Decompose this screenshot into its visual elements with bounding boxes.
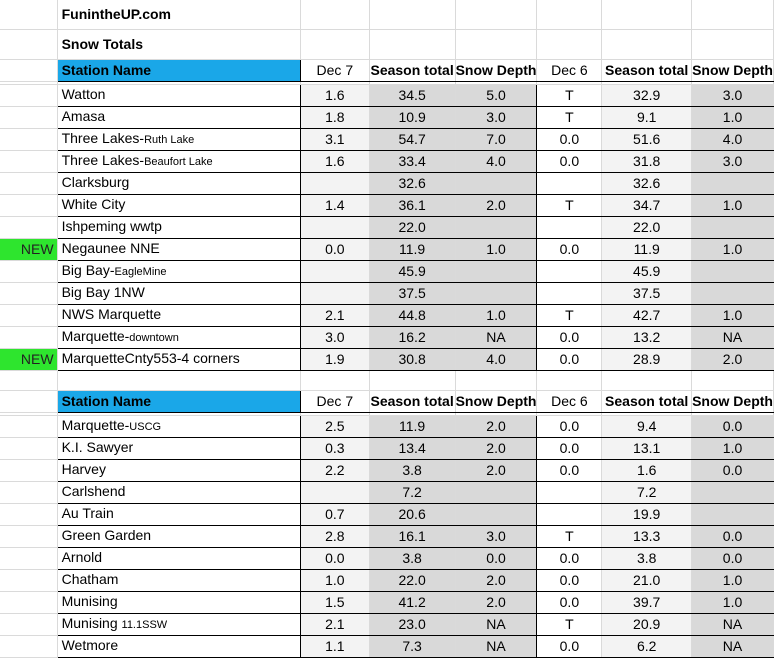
season-total-2-value[interactable]: 11.9 (602, 239, 692, 261)
snow-depth-value[interactable]: NA (455, 327, 537, 349)
snow-depth-2-value[interactable]: 1.0 (692, 195, 774, 217)
dec7-value[interactable]: 2.8 (301, 526, 370, 548)
col-header-snow-depth-2[interactable]: Snow Depth (692, 60, 774, 82)
snow-depth-value[interactable]: NA (455, 614, 537, 636)
station-name-main: Wetmore (61, 637, 119, 653)
table-row (0, 482, 774, 504)
dec6-value[interactable] (537, 482, 602, 504)
station-name[interactable] (57, 504, 300, 526)
new-flag[interactable] (0, 217, 57, 239)
dec7-value[interactable] (301, 261, 370, 283)
snow-depth-2-value[interactable]: 1.0 (692, 239, 774, 261)
station-name[interactable] (57, 526, 300, 548)
table-row (0, 261, 774, 283)
dec7-value[interactable]: 3.0 (301, 327, 370, 349)
snow-depth-2-value[interactable]: 3.0 (692, 85, 774, 107)
new-flag[interactable] (0, 107, 57, 129)
snow-depth-value[interactable]: 2.0 (455, 438, 537, 460)
page-title[interactable]: Snow Totals (57, 30, 300, 60)
snow-depth-value[interactable]: 2.0 (455, 592, 537, 614)
season-total-value[interactable]: 23.0 (369, 614, 455, 636)
snow-depth-2-value[interactable] (692, 217, 774, 239)
col-header-dec7[interactable]: Dec 7 (301, 391, 370, 413)
station-name[interactable] (57, 614, 300, 636)
season-total-2-value[interactable]: 31.8 (602, 151, 692, 173)
season-total-2-value[interactable]: 13.2 (602, 327, 692, 349)
new-flag[interactable] (0, 460, 57, 482)
snow-depth-2-value[interactable]: 0.0 (692, 548, 774, 570)
season-total-value[interactable]: 13.4 (369, 438, 455, 460)
table-row (0, 85, 774, 107)
station-name[interactable] (57, 636, 300, 658)
snow-depth-value[interactable]: 1.0 (455, 239, 537, 261)
season-total-2-value[interactable]: 32.9 (602, 85, 692, 107)
col-header-snow-depth-2[interactable]: Snow Depth (692, 391, 774, 413)
station-name[interactable] (57, 195, 300, 217)
season-total-2-value[interactable]: 6.2 (602, 636, 692, 658)
season-total-2-value[interactable]: 1.6 (602, 460, 692, 482)
dec6-value[interactable]: T (537, 85, 602, 107)
dec6-value[interactable] (537, 173, 602, 195)
station-name[interactable] (57, 327, 300, 349)
dec6-value[interactable]: 0.0 (537, 438, 602, 460)
new-flag[interactable] (0, 261, 57, 283)
table-row (0, 592, 774, 614)
station-name-suffix: Ruth Lake (144, 134, 195, 146)
table-row (0, 195, 774, 217)
dec7-value[interactable]: 0.7 (301, 504, 370, 526)
snow-depth-value[interactable]: NA (455, 636, 537, 658)
season-total-value[interactable]: 10.9 (369, 107, 455, 129)
station-name[interactable] (57, 261, 300, 283)
station-name[interactable] (57, 85, 300, 107)
snow-depth-value[interactable] (455, 504, 537, 526)
dec6-value[interactable]: 0.0 (537, 592, 602, 614)
snow-depth-2-value[interactable]: 1.0 (692, 305, 774, 327)
station-name-main: NWS Marquette (61, 306, 162, 322)
table-row (0, 217, 774, 239)
station-name[interactable] (57, 349, 300, 371)
dec7-value[interactable]: 1.8 (301, 107, 370, 129)
station-name-main: Watton (61, 86, 106, 102)
season-total-value[interactable]: 11.9 (369, 416, 455, 438)
season-total-2-value[interactable]: 9.1 (602, 107, 692, 129)
snow-depth-2-value[interactable]: 4.0 (692, 129, 774, 151)
table-row (0, 636, 774, 658)
new-flag[interactable]: NEW (0, 239, 57, 261)
dec7-value[interactable]: 1.0 (301, 570, 370, 592)
new-flag[interactable] (0, 416, 57, 438)
station-name[interactable] (57, 482, 300, 504)
dec7-value[interactable]: 2.1 (301, 305, 370, 327)
dec6-value[interactable]: 0.0 (537, 151, 602, 173)
dec6-value[interactable]: 0.0 (537, 349, 602, 371)
season-total-value[interactable]: 44.8 (369, 305, 455, 327)
snow-depth-value[interactable]: 3.0 (455, 526, 537, 548)
cell[interactable] (0, 60, 57, 82)
dec6-value[interactable]: 0.0 (537, 460, 602, 482)
table-row (0, 504, 774, 526)
snow-depth-value[interactable]: 3.0 (455, 107, 537, 129)
station-name[interactable] (57, 129, 300, 151)
table-row (0, 570, 774, 592)
station-name-header[interactable]: Station Name (57, 60, 300, 82)
table-row (0, 239, 774, 261)
station-name-header[interactable]: Station Name (57, 391, 300, 413)
station-name-main: Three Lakes- (61, 130, 145, 146)
table-row (0, 173, 774, 195)
season-total-value[interactable]: 11.9 (369, 239, 455, 261)
station-name-main: Chatham (61, 571, 119, 587)
snow-depth-value[interactable]: 2.0 (455, 195, 537, 217)
station-name[interactable] (57, 570, 300, 592)
season-total-2-value[interactable]: 32.6 (602, 173, 692, 195)
dec7-value[interactable]: 2.1 (301, 614, 370, 636)
season-total-2-value[interactable]: 9.4 (602, 416, 692, 438)
season-total-value[interactable]: 30.8 (369, 349, 455, 371)
new-flag[interactable] (0, 548, 57, 570)
table-row (0, 416, 774, 438)
station-name-main: Harvey (61, 461, 106, 477)
snow-depth-2-value[interactable] (692, 283, 774, 305)
new-flag[interactable] (0, 570, 57, 592)
dec7-value[interactable]: 3.1 (301, 129, 370, 151)
dec6-value[interactable]: 0.0 (537, 416, 602, 438)
season-total-2-value[interactable]: 21.0 (602, 570, 692, 592)
season-total-value[interactable]: 7.2 (369, 482, 455, 504)
new-flag[interactable] (0, 592, 57, 614)
dec7-value[interactable]: 0.3 (301, 438, 370, 460)
snow-depth-2-value[interactable]: 0.0 (692, 526, 774, 548)
new-flag[interactable] (0, 85, 57, 107)
station-name-main: Munising (61, 593, 118, 609)
table-row (0, 129, 774, 151)
snow-depth-2-value[interactable]: 1.0 (692, 570, 774, 592)
snow-depth-2-value[interactable] (692, 261, 774, 283)
new-flag[interactable] (0, 305, 57, 327)
snow-depth-2-value[interactable] (692, 482, 774, 504)
season-total-value[interactable]: 7.3 (369, 636, 455, 658)
new-flag[interactable]: NEW (0, 349, 57, 371)
snow-depth-value[interactable]: 2.0 (455, 570, 537, 592)
station-name-main: K.I. Sawyer (61, 439, 134, 455)
dec6-value[interactable]: T (537, 305, 602, 327)
season-total-2-value[interactable]: 13.1 (602, 438, 692, 460)
season-total-value[interactable]: 22.0 (369, 217, 455, 239)
dec6-value[interactable]: 0.0 (537, 129, 602, 151)
season-total-2-value[interactable]: 19.9 (602, 504, 692, 526)
season-total-value[interactable]: 34.5 (369, 85, 455, 107)
dec6-value[interactable]: T (537, 526, 602, 548)
station-name[interactable] (57, 592, 300, 614)
site-title[interactable]: FunintheUP.com (57, 0, 300, 30)
dec6-value[interactable]: T (537, 195, 602, 217)
dec7-value[interactable]: 2.2 (301, 460, 370, 482)
dec6-value[interactable]: 0.0 (537, 636, 602, 658)
station-name[interactable] (57, 416, 300, 438)
season-total-2-value[interactable]: 51.6 (602, 129, 692, 151)
snow-depth-2-value[interactable]: 1.0 (692, 107, 774, 129)
new-flag[interactable] (0, 526, 57, 548)
dec7-value[interactable]: 1.9 (301, 349, 370, 371)
station-name[interactable] (57, 217, 300, 239)
snow-depth-value[interactable] (455, 482, 537, 504)
station-name-main: Negaunee NNE (61, 240, 160, 256)
station-name[interactable] (57, 283, 300, 305)
new-flag[interactable] (0, 327, 57, 349)
snow-depth-2-value[interactable]: 1.0 (692, 438, 774, 460)
season-total-2-value[interactable]: 34.7 (602, 195, 692, 217)
new-flag[interactable] (0, 129, 57, 151)
station-name[interactable] (57, 151, 300, 173)
col-header-snow-depth[interactable]: Snow Depth (455, 391, 537, 413)
new-flag[interactable] (0, 173, 57, 195)
season-total-value[interactable]: 20.6 (369, 504, 455, 526)
station-name-main: Arnold (61, 549, 103, 565)
new-flag[interactable] (0, 151, 57, 173)
station-name-main: Munising (61, 615, 122, 631)
new-flag[interactable] (0, 636, 57, 658)
snow-depth-value[interactable]: 4.0 (455, 349, 537, 371)
station-name-main: Big Bay- (61, 262, 115, 278)
dec7-value[interactable]: 1.4 (301, 195, 370, 217)
new-flag[interactable] (0, 283, 57, 305)
season-total-value[interactable]: 41.2 (369, 592, 455, 614)
col-header-dec6[interactable]: Dec 6 (537, 60, 602, 82)
table-row (0, 526, 774, 548)
station-name[interactable] (57, 239, 300, 261)
new-flag[interactable] (0, 614, 57, 636)
season-total-2-value[interactable]: 13.3 (602, 526, 692, 548)
table-row (0, 107, 774, 129)
season-total-2-value[interactable]: 39.7 (602, 592, 692, 614)
new-flag[interactable] (0, 504, 57, 526)
station-name[interactable] (57, 107, 300, 129)
snow-depth-value[interactable]: 5.0 (455, 85, 537, 107)
cell[interactable] (0, 0, 57, 30)
new-flag[interactable] (0, 482, 57, 504)
dec6-value[interactable]: T (537, 614, 602, 636)
snow-depth-value[interactable]: 4.0 (455, 151, 537, 173)
season-total-2-value[interactable]: 45.9 (602, 261, 692, 283)
dec6-value[interactable]: 0.0 (537, 570, 602, 592)
dec7-value[interactable]: 0.0 (301, 239, 370, 261)
snow-depth-2-value[interactable] (692, 173, 774, 195)
station-name-main: Big Bay 1NW (61, 284, 145, 300)
dec7-value[interactable]: 1.6 (301, 85, 370, 107)
season-total-2-value[interactable]: 28.9 (602, 349, 692, 371)
station-name-suffix: 11.1SSW (121, 619, 168, 631)
station-name-main: Amasa (61, 108, 106, 124)
season-total-value[interactable]: 36.1 (369, 195, 455, 217)
station-name[interactable] (57, 460, 300, 482)
season-total-2-value[interactable]: 7.2 (602, 482, 692, 504)
snow-depth-2-value[interactable]: 0.0 (692, 416, 774, 438)
station-name-suffix: downtown (129, 332, 179, 344)
season-total-2-value[interactable]: 20.9 (602, 614, 692, 636)
dec7-value[interactable]: 1.5 (301, 592, 370, 614)
station-name-main: Clarksburg (61, 174, 130, 190)
dec7-value[interactable] (301, 173, 370, 195)
snow-depth-value[interactable]: 0.0 (455, 548, 537, 570)
season-total-value[interactable]: 32.6 (369, 173, 455, 195)
dec6-value[interactable] (537, 283, 602, 305)
season-total-2-value[interactable]: 22.0 (602, 217, 692, 239)
station-name-suffix: USCG (129, 421, 162, 433)
station-name-main: Green Garden (61, 527, 152, 543)
dec7-value[interactable] (301, 482, 370, 504)
col-header-dec6[interactable]: Dec 6 (537, 391, 602, 413)
cell[interactable] (0, 391, 57, 413)
dec7-value[interactable]: 1.6 (301, 151, 370, 173)
snow-depth-value[interactable] (455, 173, 537, 195)
col-header-dec7[interactable]: Dec 7 (301, 60, 370, 82)
snow-depth-2-value[interactable]: 2.0 (692, 349, 774, 371)
season-total-value[interactable]: 45.9 (369, 261, 455, 283)
season-total-value[interactable]: 3.8 (369, 548, 455, 570)
snow-depth-value[interactable] (455, 283, 537, 305)
snow-depth-value[interactable] (455, 217, 537, 239)
col-header-season-total[interactable]: Season total (369, 60, 455, 82)
snow-depth-value[interactable]: 2.0 (455, 460, 537, 482)
station-name-main: Carlshend (61, 483, 126, 499)
season-total-value[interactable]: 37.5 (369, 283, 455, 305)
dec7-value[interactable] (301, 283, 370, 305)
dec7-value[interactable]: 2.5 (301, 416, 370, 438)
dec6-value[interactable]: 0.0 (537, 239, 602, 261)
station-name[interactable] (57, 173, 300, 195)
table-row (0, 349, 774, 371)
snow-depth-value[interactable] (455, 261, 537, 283)
dec6-value[interactable] (537, 217, 602, 239)
table-row (0, 548, 774, 570)
season-total-value[interactable]: 22.0 (369, 570, 455, 592)
dec6-value[interactable]: 0.0 (537, 327, 602, 349)
snow-depth-2-value[interactable]: 3.0 (692, 151, 774, 173)
season-total-value[interactable]: 3.8 (369, 460, 455, 482)
station-name[interactable] (57, 305, 300, 327)
season-total-2-value[interactable]: 3.8 (602, 548, 692, 570)
dec6-value[interactable] (537, 261, 602, 283)
dec6-value[interactable]: T (537, 107, 602, 129)
station-name[interactable] (57, 438, 300, 460)
table-row (0, 438, 774, 460)
season-total-2-value[interactable]: 42.7 (602, 305, 692, 327)
dec7-value[interactable]: 0.0 (301, 548, 370, 570)
station-name-main: Marquette- (61, 328, 130, 344)
col-header-season-total-2[interactable]: Season total (602, 391, 692, 413)
snow-depth-2-value[interactable] (692, 504, 774, 526)
dec6-value[interactable]: 0.0 (537, 548, 602, 570)
station-name-suffix: Beaufort Lake (144, 156, 213, 168)
col-header-season-total-2[interactable]: Season total (602, 60, 692, 82)
station-name-main: Three Lakes- (61, 152, 145, 168)
snow-depth-2-value[interactable]: 1.0 (692, 592, 774, 614)
season-total-value[interactable]: 33.4 (369, 151, 455, 173)
table-row (0, 151, 774, 173)
station-name-main: Ishpeming wwtp (61, 218, 162, 234)
table-row (0, 283, 774, 305)
snow-depth-2-value[interactable]: 0.0 (692, 460, 774, 482)
table-row (0, 460, 774, 482)
new-flag[interactable] (0, 195, 57, 217)
season-total-value[interactable]: 16.1 (369, 526, 455, 548)
season-total-value[interactable]: 54.7 (369, 129, 455, 151)
station-name-main: Marquette- (61, 417, 130, 433)
snow-depth-2-value[interactable]: NA (692, 327, 774, 349)
table-row (0, 614, 774, 636)
station-name-main: Au Train (61, 505, 114, 521)
table-row (0, 327, 774, 349)
snow-depth-2-value[interactable]: NA (692, 614, 774, 636)
season-total-2-value[interactable]: 37.5 (602, 283, 692, 305)
dec7-value[interactable] (301, 217, 370, 239)
dec7-value[interactable]: 1.1 (301, 636, 370, 658)
station-name-main: MarquetteCnty553-4 corners (61, 350, 240, 366)
col-header-season-total[interactable]: Season total (369, 391, 455, 413)
season-total-value[interactable]: 16.2 (369, 327, 455, 349)
station-name-suffix: EagleMine (114, 266, 167, 278)
station-name-main: White City (61, 196, 126, 212)
dec6-value[interactable] (537, 504, 602, 526)
station-name[interactable] (57, 548, 300, 570)
snow-depth-value[interactable]: 1.0 (455, 305, 537, 327)
snow-depth-2-value[interactable]: NA (692, 636, 774, 658)
snow-depth-value[interactable]: 7.0 (455, 129, 537, 151)
col-header-snow-depth[interactable]: Snow Depth (455, 60, 537, 82)
new-flag[interactable] (0, 438, 57, 460)
snow-depth-value[interactable]: 2.0 (455, 416, 537, 438)
cell[interactable] (0, 30, 57, 60)
table-row (0, 305, 774, 327)
